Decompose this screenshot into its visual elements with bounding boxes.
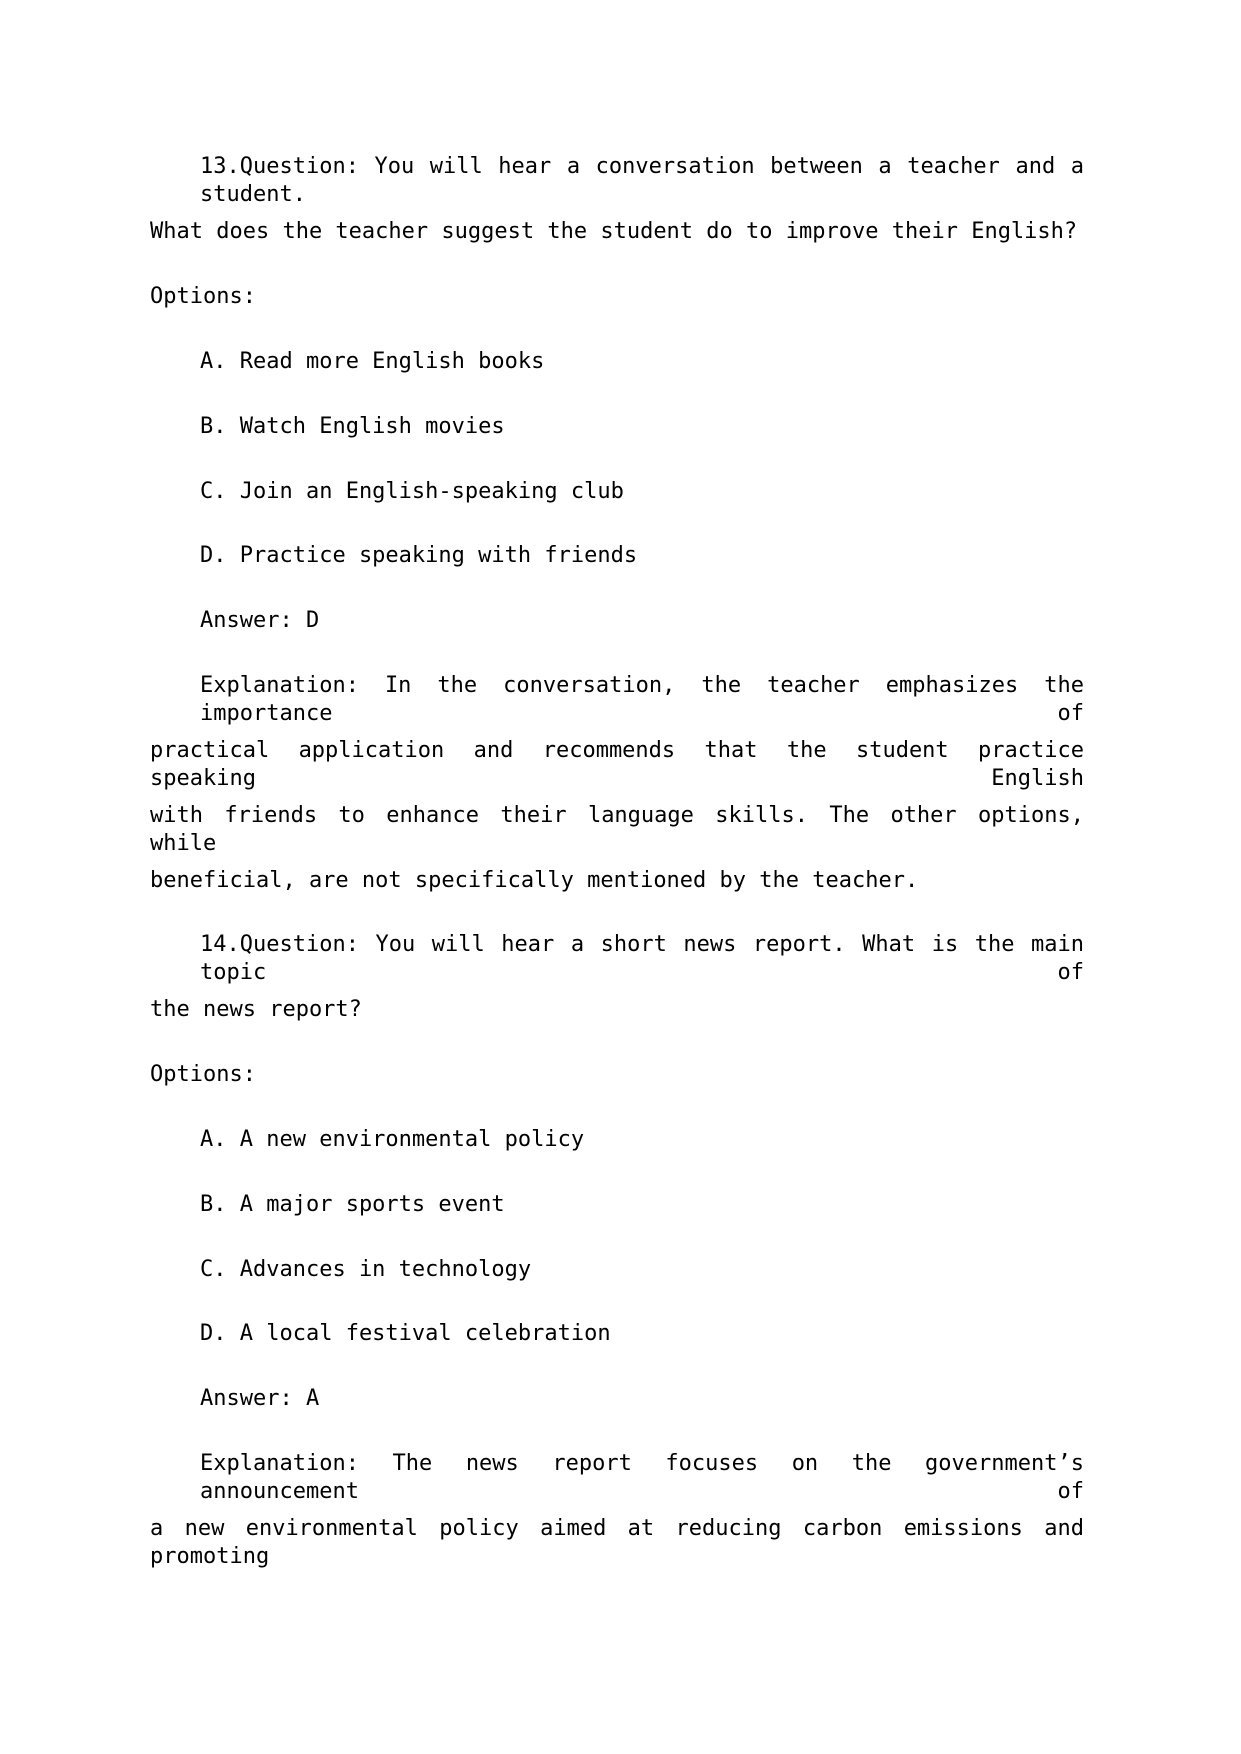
question-14-answer: Answer: A: [200, 1386, 320, 1411]
question-13-explanation-line-2: practical application and recommends that the student practice speaking English: [150, 738, 1084, 791]
question-13-explanation-line-3: with friends to enhance their language skills. The other options, while: [150, 803, 1084, 856]
question-14-option-a: A. A new environmental policy: [200, 1127, 585, 1152]
question-14-option-b: B. A major sports event: [200, 1192, 505, 1217]
question-14-option-c: C. Advances in technology: [200, 1257, 532, 1282]
question-14-explanation-line-2: a new environmental policy aimed at reducing carbon emissions and promoting: [150, 1516, 1084, 1569]
question-13-option-a: A. Read more English books: [200, 349, 545, 374]
question-14-text-line-1: 14.Question: You will hear a short news report. What is the main topic of: [200, 932, 1084, 985]
question-14-explanation-line-1: Explanation: The news report focuses on the government’s announcement of: [200, 1451, 1084, 1504]
question-13-option-c: C. Join an English-speaking club: [200, 479, 624, 504]
question-13-option-d: D. Practice speaking with friends: [200, 543, 638, 568]
question-13-options-label: Options:: [150, 284, 256, 309]
question-14-options-label: Options:: [150, 1062, 256, 1087]
question-13-text-line-1: 13.Question: You will hear a conversation between a teacher and a student.: [200, 154, 1084, 207]
question-14-text-line-2: the news report?: [150, 997, 362, 1022]
question-13-answer: Answer: D: [200, 608, 320, 633]
question-13-text-line-2: What does the teacher suggest the student do to improve their English?: [150, 219, 1078, 244]
question-13-explanation-line-4: beneficial, are not specifically mentioned by the teacher.: [150, 868, 919, 893]
question-13-option-b: B. Watch English movies: [200, 414, 505, 439]
question-13-explanation-line-1: Explanation: In the conversation, the teacher emphasizes the importance of: [200, 673, 1084, 726]
question-14-option-d: D. A local festival celebration: [200, 1321, 611, 1346]
